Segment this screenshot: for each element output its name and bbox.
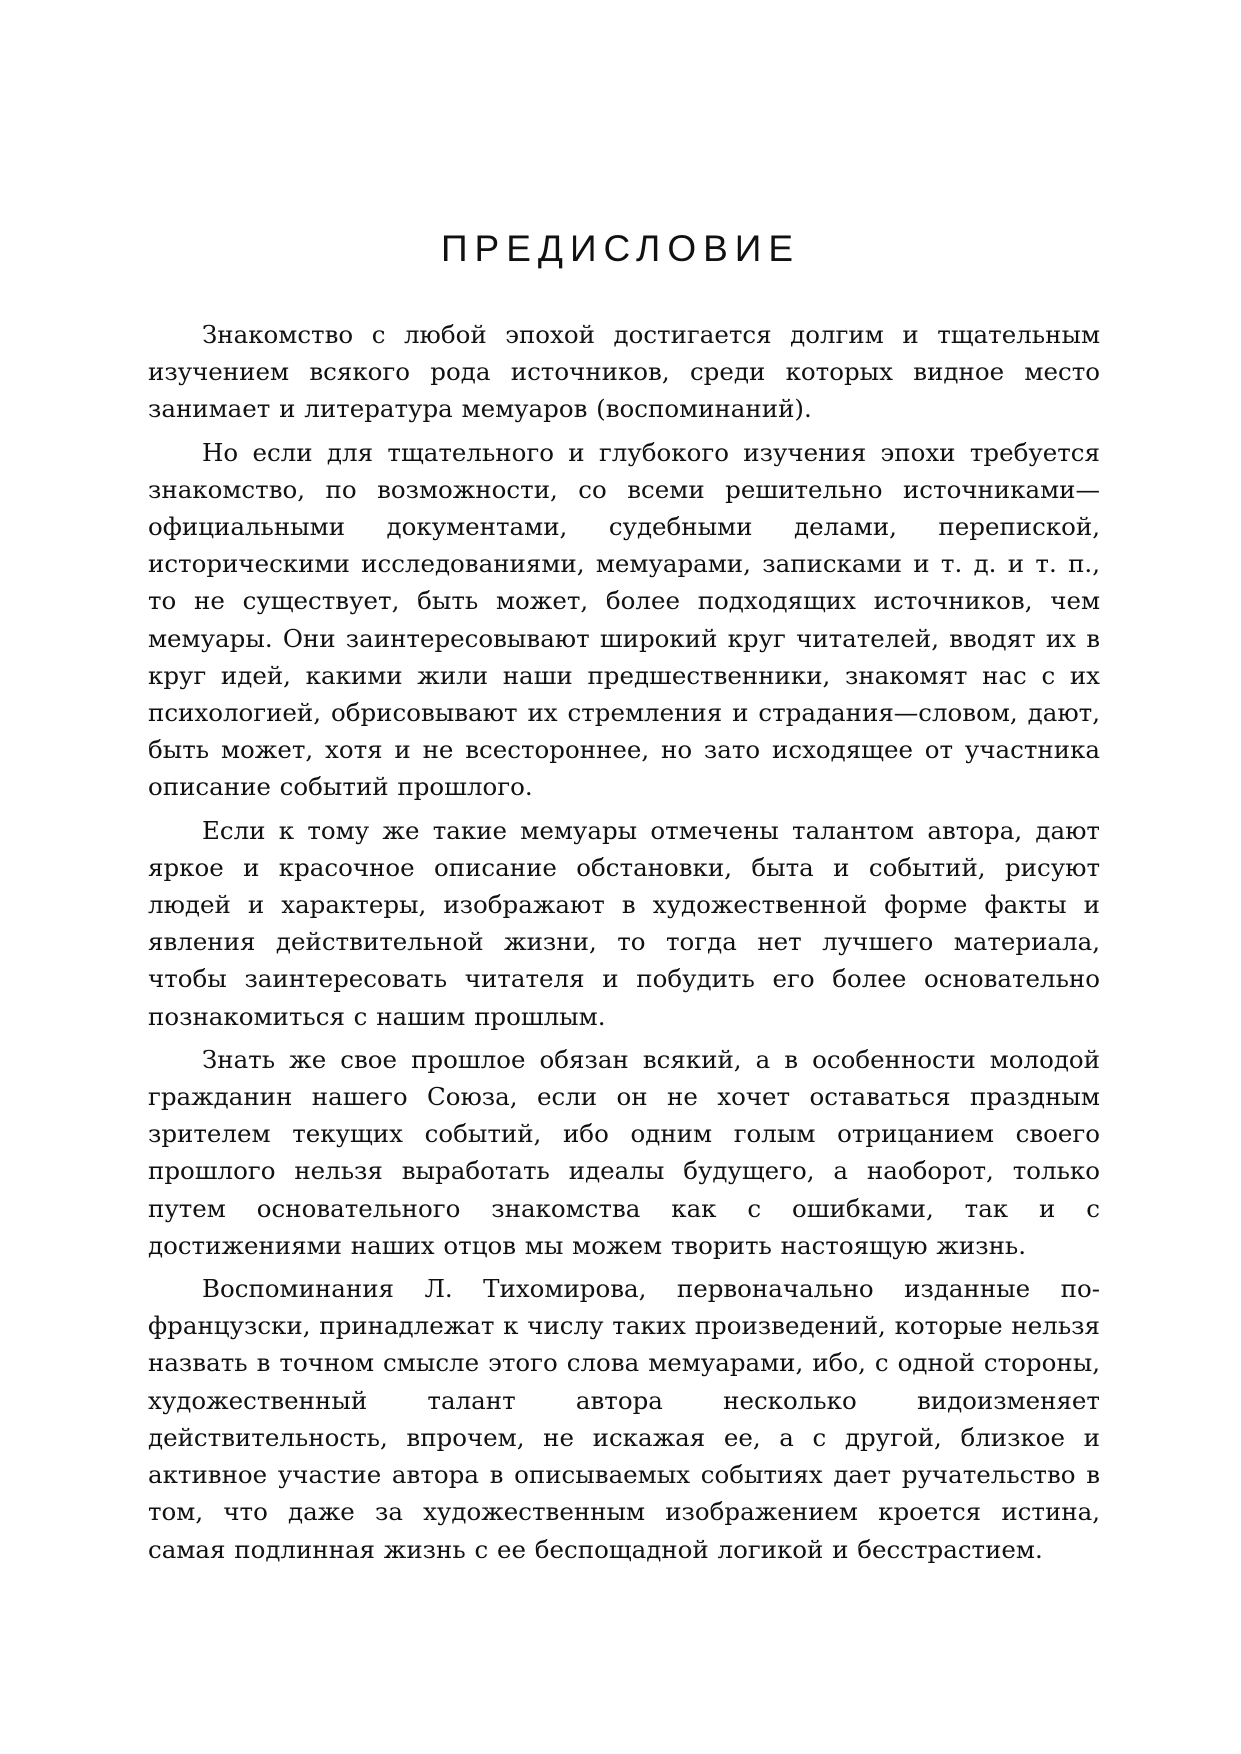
paragraph-5: Воспоминания Л. Тихомирова, первоначально изданные по-французски, принадлежат к числу таких произведений, которые нельзя назвать в точном смысле этого слова мемуарами, ибо, с одной стороны, художественный талант автора несколько видоизменяет действительность, впрочем, не искажая ее, а с другой, близкое и активное участие автора в описываемых событиях дает ручательство в том, что даже за художественным изображением кроется истина, самая подлинная жизнь с ее беспощадной логикой и бесстрастием. (148, 1274, 1100, 1564)
page-title: ПРЕДИСЛОВИЕ (440, 228, 801, 269)
body-text (148, 316, 1100, 1574)
paragraph-1: Знакомство с любой эпохой достигается долгим и тщательным изучением всякого рода источников, среди которых видное место занимает и литература мемуаров (воспоминаний). (148, 320, 1100, 424)
paragraph-3: Если к тому же такие мемуары отмечены талантом автора, дают яркое и красочное описание обстановки, быта и событий, рисуют людей и характеры, изображают в художественной форме факты и явления действительной жизни, то тогда нет лучшего материала, чтобы заинтересовать читателя и побудить его более основательно познакомиться с нашим прошлым. (148, 815, 1100, 1031)
paragraph-4: Знать же свое прошлое обязан всякий, а в особенности молодой гражданин нашего Союза, если он не хочет оставаться праздным зрителем текущих событий, ибо одним голым отрицанием своего прошлого нельзя выработать идеалы будущего, а наоборот, только путем основательного знакомства как с ошибками, так и с достижениями наших отцов мы можем творить настоящую жизнь. (148, 1044, 1100, 1260)
paragraph-2: Но если для тщательного и глубокого изучения эпохи требуется знакомство, по возможности, со всеми решительно источниками—официальными документами, судебными делами, перепиской, историческими исследованиями, мемуарами, записками и т. д. и т. п., то не существует, быть может, более подходящих источников, чем мемуары. Они заинтересовывают широкий круг читателей, вводят их в круг идей, какими жили наши предшественники, знакомят нас с их психологией, обрисовывают их стремления и страдания—словом, дают, быть может, хотя и не всестороннее, но зато исходящее от участника описание событий прошлого. (148, 437, 1100, 802)
